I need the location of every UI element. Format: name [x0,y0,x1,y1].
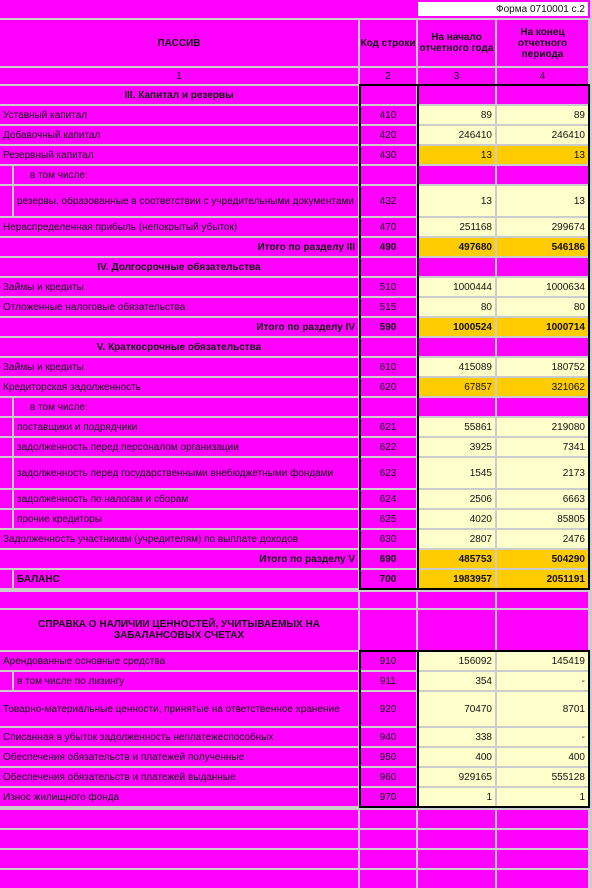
row-code [360,692,416,726]
row-start-value [418,672,495,690]
row-end-empty [497,398,588,416]
row-code-text: 470 [379,221,397,233]
row-start-value-text: 55861 [464,421,492,433]
row-start-value [418,218,495,236]
row-label [14,490,358,508]
indent-spacer [0,438,12,456]
row-code [360,438,416,456]
spacer-cell [418,870,495,888]
row-code [360,788,416,806]
row-label-text: Отложенные налоговые обязательства [3,301,186,313]
row-code-text: 960 [379,771,397,783]
row-code-text: 950 [379,751,397,763]
row-code [360,728,416,746]
row-code-text: 610 [379,361,397,373]
row-label-text: Обеспечения обязательств и платежей полученные [3,751,245,763]
row-start-value-text: 70470 [464,703,492,715]
row-label-text: резервы, образованные в соответствии с учредительными документами [17,195,354,207]
row-end-value-text: 7341 [562,441,585,453]
row-start-value-text: 1000444 [453,281,492,293]
spacer-cell [0,870,358,888]
row-end-value-text: 555128 [551,771,585,783]
row-end-value [497,510,588,528]
row-label [14,672,358,690]
row-end-value-text: 504290 [551,553,585,565]
row-label [14,458,358,488]
row-code-text: 624 [379,493,397,505]
row-code-text: 621 [379,421,397,433]
row-code-text: 970 [379,791,397,803]
header-start-text: На начало отчетного года [419,32,494,54]
row-end-value [497,146,588,164]
section-total-label [0,318,358,336]
row-start-value-text: 13 [480,149,492,161]
row-code-text: 700 [379,573,397,585]
row-start-value-text: 1983957 [453,573,492,585]
row-start-value-text: 2506 [469,493,492,505]
row-start-value-text: 246410 [458,129,492,141]
row-end-value-text: 80 [573,301,585,313]
row-start-value-text: 156092 [458,655,492,667]
row-code [360,570,416,588]
row-start-value-text: 89 [480,109,492,121]
header-code-text: Код строки [360,37,416,49]
row-end-value [497,728,588,746]
row-start-value [418,318,495,336]
row-label [0,652,358,670]
row-code [360,106,416,124]
row-start-value [418,298,495,316]
row-end-value-text: 2173 [562,467,585,479]
indent-spacer [0,186,12,216]
row-code [360,358,416,376]
section-start-empty [418,258,495,276]
row-code [360,768,416,786]
row-start-value-text: 415089 [458,361,492,373]
row-end-value [497,530,588,548]
section-title-text: III. Капитал и резервы [124,89,234,101]
row-end-value-text: 2476 [562,533,585,545]
section-title-text: V. Краткосрочные обязательства [96,341,262,353]
row-end-value-text: 89 [573,109,585,121]
row-code [360,550,416,568]
indent-spacer [0,398,12,416]
section-title [0,258,358,276]
row-code [360,278,416,296]
row-start-value-text: 2807 [469,533,492,545]
row-code-text: 432 [379,195,397,207]
indent-spacer [0,490,12,508]
section-code-empty [360,338,416,356]
row-code-text: 690 [379,553,397,565]
row-code-text: 510 [379,281,397,293]
subheading-label-text: в том числе: [30,401,88,413]
row-code-text: 920 [379,703,397,715]
row-code-text: 622 [379,441,397,453]
spacer-cell [0,810,358,828]
row-code [360,748,416,766]
indent-spacer [0,672,12,690]
row-label-text: в том числе по лизингу [17,675,125,687]
row-code-text: 410 [379,109,397,121]
row-end-value-text: 8701 [562,703,585,715]
row-code-text: 910 [379,655,397,667]
header-start [418,20,495,66]
indent-spacer [0,166,12,184]
section-title [0,338,358,356]
row-end-empty [497,166,588,184]
row-start-value-text: 251168 [459,221,492,233]
row-label-text: Задолженность участникам (учредителям) по выплате доходов [3,533,298,545]
row-code [360,218,416,236]
row-end-value [497,652,588,670]
subheading-label [14,166,358,184]
subheading-label-text: в том числе: [30,169,88,181]
row-end-value-text: 85805 [557,513,585,525]
row-label [0,106,358,124]
row-code-text: 940 [379,731,397,743]
row-label-text: задолженность перед государственными внебюджетными фондами [17,467,334,479]
header-end [497,20,588,66]
row-start-value [418,490,495,508]
spacer-cell [497,592,588,608]
row-start-value [418,146,495,164]
row-label-text: Резервный капитал [3,149,94,161]
row-end-value-text: 13 [573,149,585,161]
section-end-empty [497,258,588,276]
offbalance-title-empty [418,610,495,650]
section-total-label-text: Итого по разделу IV [256,321,355,333]
row-code [360,510,416,528]
section-end-empty [497,86,588,104]
header-colnum-4 [497,68,588,84]
row-start-value-text: 1000524 [453,321,492,333]
row-start-value [418,126,495,144]
row-end-value-text: 1 [579,791,585,803]
row-label-text: Нераспределенная прибыль (непокрытый убыток) [3,221,238,233]
header-pasiv [0,20,358,66]
row-start-value-text: 4020 [469,513,492,525]
row-start-value [418,570,495,588]
row-start-value [418,652,495,670]
row-start-value-text: 929165 [458,771,492,783]
row-start-value [418,186,495,216]
row-code [360,126,416,144]
row-code-text: 515 [379,301,397,313]
row-start-value [418,768,495,786]
indent-spacer [0,570,12,588]
row-label [0,298,358,316]
row-start-value [418,278,495,296]
row-code [360,318,416,336]
row-code-text: 430 [379,149,397,161]
row-label-text: задолженность по налогам и сборам [17,493,189,505]
row-end-value [497,278,588,296]
row-label [0,218,358,236]
row-end-value [497,358,588,376]
row-start-value [418,692,495,726]
row-start-value [418,550,495,568]
row-end-value [497,186,588,216]
row-label-text: Займы и кредиты [3,361,84,373]
row-start-value-text: 338 [475,731,492,743]
row-code-empty [360,398,416,416]
section-title-text: IV. Долгосрочные обязательства [97,261,261,273]
row-code-text: 623 [379,467,397,479]
row-start-value [418,788,495,806]
row-label-text: Списанная в убыток задолженность неплатежеспособных [3,731,274,743]
row-end-value [497,126,588,144]
row-start-value [418,418,495,436]
row-end-value-text: 180752 [551,361,585,373]
row-label-text: Кредиторская задолженность [3,381,141,393]
row-start-value-text: 1 [486,791,492,803]
row-end-value-text: 219080 [551,421,585,433]
header-colnum-3 [418,68,495,84]
row-start-value-text: 80 [480,301,492,313]
row-label-text: Арендованные основные средства [3,655,166,667]
section-start-empty [418,338,495,356]
row-end-value [497,298,588,316]
spacer-cell [418,850,495,868]
row-end-value-text: 2051191 [546,573,585,585]
row-label-text: поставщики и подрядчики [17,421,138,433]
row-label [14,510,358,528]
spacer-cell [497,830,588,848]
row-end-value-text: 299674 [551,221,585,233]
row-end-value [497,692,588,726]
row-label-text: Износ жилищного фонда [3,791,120,803]
header-colnum-4-text: 4 [539,70,546,82]
offbalance-title-empty [497,610,588,650]
row-start-value [418,378,495,396]
section-code-empty [360,258,416,276]
row-code [360,238,416,256]
row-end-value-text: 246410 [551,129,585,141]
row-end-value [497,458,588,488]
spacer-cell [360,850,416,868]
header-colnum-1 [0,68,358,84]
row-code [360,652,416,670]
row-end-value-text: 1000634 [546,281,585,293]
row-label-text: задолженность перед персоналом организации [17,441,239,453]
spacer-cell [360,810,416,828]
row-start-value-text: 400 [475,751,492,763]
row-start-value [418,530,495,548]
row-end-value-text: 145419 [551,655,585,667]
row-code-empty [360,166,416,184]
row-code-text: 620 [379,381,397,393]
row-end-value-text: - [581,731,585,743]
row-end-value [497,672,588,690]
row-label-text: Добавочный капитал [3,129,101,141]
row-start-value-text: 1545 [469,467,492,479]
row-start-value-text: 354 [475,675,492,687]
section-total-label-text: Итого по разделу III [257,241,355,253]
indent-spacer [0,418,12,436]
row-label [0,692,358,726]
row-code-text: 420 [379,129,397,141]
row-end-value-text: - [581,675,585,687]
indent-spacer [0,458,12,488]
row-label [0,788,358,806]
row-end-value [497,550,588,568]
row-end-value [497,418,588,436]
row-label-text: прочие кредиторы [17,513,102,525]
row-end-value-text: 6663 [562,493,585,505]
spacer-cell [360,592,416,608]
row-start-value-text: 497680 [458,241,492,253]
row-start-value [418,748,495,766]
offbalance-title [0,610,358,650]
spacer-cell [0,830,358,848]
spacer-cell [497,850,588,868]
row-code [360,298,416,316]
row-label [0,358,358,376]
row-end-value [497,788,588,806]
header-pasiv-text: ПАССИВ [157,37,201,49]
row-start-value-text: 13 [480,195,492,207]
row-code [360,672,416,690]
row-label-text: Обеспечения обязательств и платежей выданные [3,771,236,783]
header-colnum-1-text: 1 [176,70,182,82]
row-end-value [497,438,588,456]
row-end-value [497,106,588,124]
spacer-cell [497,870,588,888]
row-code [360,530,416,548]
row-label [0,146,358,164]
balance-label [14,570,358,588]
row-code [360,378,416,396]
row-end-value-text: 321062 [551,381,585,393]
row-start-value [418,106,495,124]
row-start-value [418,238,495,256]
spacer-cell [0,592,358,608]
row-code [360,418,416,436]
row-start-value [418,458,495,488]
section-title [0,86,358,104]
offbalance-title-text: СПРАВКА О НАЛИЧИИ ЦЕННОСТЕЙ, УЧИТЫВАЕМЫХ НА ЗАБАЛАНСОВЫХ СЧЕТАХ [38,619,320,641]
section-total-label [0,238,358,256]
row-end-value [497,490,588,508]
row-start-value-text: 67857 [464,381,492,393]
section-start-empty [418,86,495,104]
section-code-empty [360,86,416,104]
row-code-text: 911 [380,675,396,687]
row-end-value [497,378,588,396]
indent-spacer [0,510,12,528]
row-label [0,530,358,548]
row-end-value-text: 1000714 [546,321,585,333]
row-end-value [497,748,588,766]
row-code-text: 490 [379,241,397,253]
row-label [14,186,358,216]
row-code [360,490,416,508]
form-code [418,2,588,16]
row-code [360,458,416,488]
form-code-text: Форма 0710001 с.2 [496,3,585,15]
row-label [0,768,358,786]
row-code [360,146,416,164]
row-start-value-text: 3925 [469,441,492,453]
spacer-cell [360,830,416,848]
row-end-value-text: 400 [568,751,585,763]
offbalance-title-empty [360,610,416,650]
header-end-text: На конец отчетного периода [517,26,568,60]
row-label [14,438,358,456]
spacer-cell [360,870,416,888]
section-total-label-text: Итого по разделу V [259,553,355,565]
header-code [360,20,416,66]
row-label-text: Уставный капитал [3,109,88,121]
row-label-text: Товарно-материальные ценности, принятые на ответственное хранение [3,703,340,715]
row-label [0,378,358,396]
row-end-value [497,238,588,256]
balance-label-text: БАЛАНС [17,573,60,585]
row-start-value [418,728,495,746]
row-end-value [497,218,588,236]
row-end-value-text: 13 [573,195,585,207]
row-label [0,126,358,144]
row-end-value-text: 546186 [551,241,585,253]
section-total-label [0,550,358,568]
row-code-text: 625 [379,513,397,525]
row-start-value-text: 485753 [458,553,492,565]
spacer-cell [0,850,358,868]
header-colnum-3-text: 3 [453,70,460,82]
row-label [0,748,358,766]
spacer-cell [418,810,495,828]
row-code [360,186,416,216]
row-label [0,728,358,746]
row-label [0,278,358,296]
row-end-value [497,318,588,336]
row-end-value [497,570,588,588]
subheading-label [14,398,358,416]
row-start-value [418,358,495,376]
spacer-cell [418,830,495,848]
spacer-cell [418,592,495,608]
row-label-text: Займы и кредиты [3,281,84,293]
row-start-empty [418,166,495,184]
section-end-empty [497,338,588,356]
row-start-empty [418,398,495,416]
row-start-value [418,438,495,456]
spacer-cell [497,810,588,828]
header-colnum-2-text: 2 [385,70,391,82]
row-code-text: 630 [379,533,397,545]
row-label [14,418,358,436]
row-start-value [418,510,495,528]
row-end-value [497,768,588,786]
header-colnum-2 [360,68,416,84]
row-code-text: 590 [379,321,397,333]
